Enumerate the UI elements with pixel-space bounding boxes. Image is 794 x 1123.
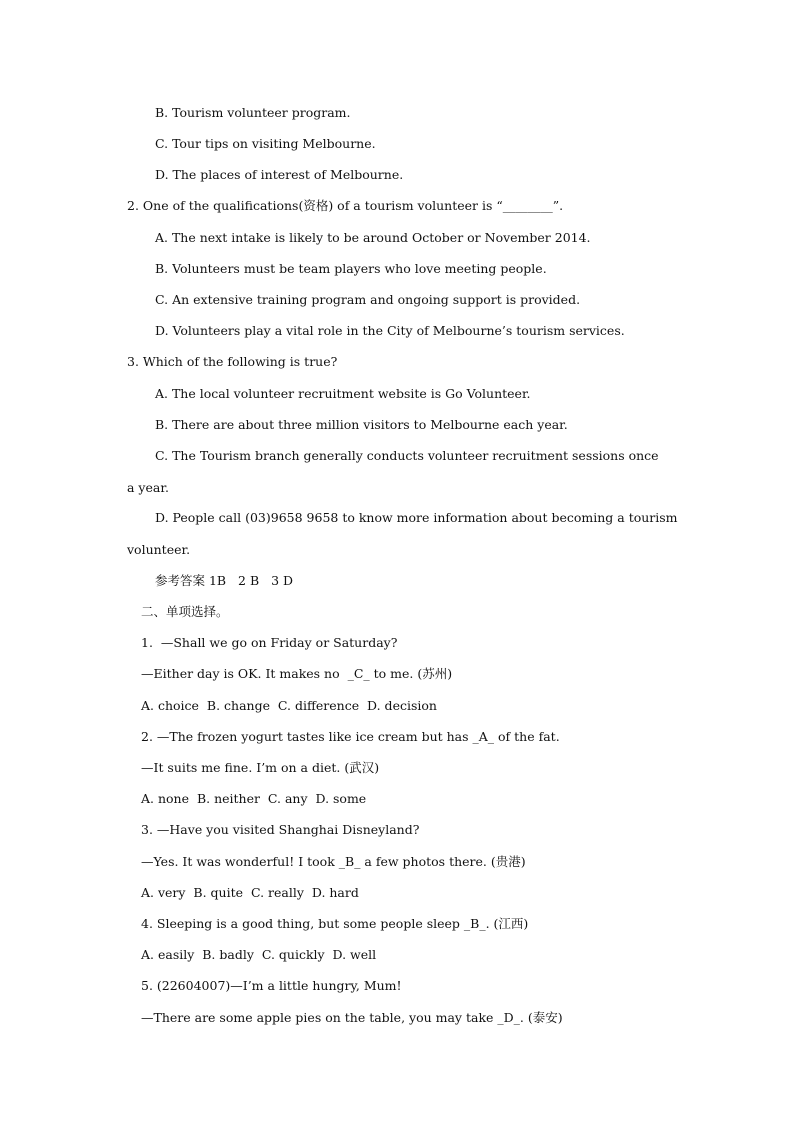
mc-q5-text-post: . (泰安) [519,1010,563,1025]
mc-q2-text-post: of the fat. [494,729,560,744]
mc-q4-line1 [141,916,528,932]
q2-option-a: A. The next intake is likely to be around October or November 2014. [155,230,591,245]
q2-option-d: D. Volunteers play a vital role in the City of Melbourne’s tourism services. [155,323,625,338]
mc-q3-answer-blank: _B_ [338,854,361,869]
mc-q2-text-pre: 2. —The frozen yogurt tastes like ice cream but has [141,729,473,744]
mc-q5-answer-blank: _D_ [497,1010,520,1025]
mc-q2-line2: —It suits me fine. I’m on a diet. (武汉) [141,760,380,775]
q1-option-b: B. Tourism volunteer program. [155,105,351,120]
mc-q2-options: A. none B. neither C. any D. some [141,791,367,806]
q3-option-b: B. There are about three million visitors to Melbourne each year. [155,417,568,432]
mc-q1-line2 [141,666,452,682]
mc-q1-text-pre: —Either day is OK. It makes no [141,666,348,681]
section-heading: 二、单项选择。 [141,604,229,619]
q3-option-d-line2: volunteer. [127,542,191,557]
mc-q4-options: A. easily B. badly C. quickly D. well [141,947,377,962]
q2-option-b: B. Volunteers must be team players who love meeting people. [155,261,547,276]
q2-stem: 2. One of the qualifications(资格) of a tourism volunteer is “________”. [127,198,564,213]
mc-q4-text-pre: 4. Sleeping is a good thing, but some people sleep [141,916,464,931]
q3-option-c-line2: a year. [127,480,169,495]
mc-q4-text-post: . (江西) [485,916,529,931]
mc-q3-line1: 3. —Have you visited Shanghai Disneyland? [141,822,420,837]
q1-option-d: D. The places of interest of Melbourne. [155,167,404,182]
mc-q5-text-pre: —There are some apple pies on the table, you may take [141,1010,498,1025]
mc-q3-text-post: a few photos there. (贵港) [360,854,526,869]
q1-option-c: C. Tour tips on visiting Melbourne. [155,136,376,151]
mc-q1-line1: 1. —Shall we go on Friday or Saturday? [141,635,398,650]
mc-q2-line1 [141,729,560,745]
q3-option-d-line1: D. People call (03)9658 9658 to know more information about becoming a tourism [155,510,678,525]
q3-option-a: A. The local volunteer recruitment website is Go Volunteer. [155,386,531,401]
q2-option-c: C. An extensive training program and ongoing support is provided. [155,292,581,307]
mc-q3-options: A. very B. quite C. really D. hard [141,885,359,900]
q3-stem: 3. Which of the following is true? [127,354,338,369]
mc-q2-answer-blank: _A_ [472,729,495,744]
mc-q5-line1: 5. (22604007)—I’m a little hungry, Mum! [141,978,402,993]
mc-q3-line2 [141,854,526,870]
mc-q1-options: A. choice B. change C. difference D. decision [141,698,437,713]
answer-key: 参考答案 1B 2 B 3 D [155,573,294,588]
mc-q1-text-post: to me. (苏州) [369,666,453,681]
mc-q5-line2 [141,1010,563,1026]
mc-q1-answer-blank: _C_ [347,666,370,681]
mc-q3-text-pre: —Yes. It was wonderful! I took [141,854,339,869]
q3-option-c-line1: C. The Tourism branch generally conducts volunteer recruitment sessions once [155,448,659,463]
mc-q4-answer-blank: _B_ [463,916,486,931]
